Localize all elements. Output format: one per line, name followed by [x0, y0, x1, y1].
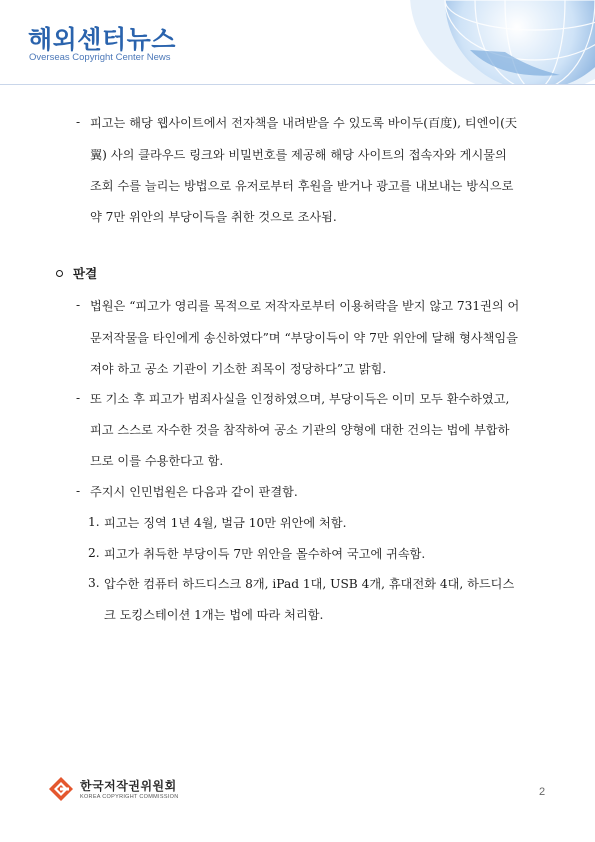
para2-line: 법원은 “피고가 영리를 목적으로 저작자로부터 이용허락을 받지 않고 731권의 어: [90, 299, 520, 313]
newsletter-subtitle: Overseas Copyright Center News: [29, 52, 171, 63]
para2-line: 져야 하고 공소 기관이 기소한 죄목이 정당하다”고 밝힘.: [90, 362, 387, 376]
item-line: 피고가 취득한 부당이득 7만 위안을 몰수하여 국고에 귀속함.: [104, 547, 426, 561]
para1-line: 조회 수를 늘리는 방법으로 유저로부터 후원을 받거나 광고를 내보내는 방식으로: [90, 179, 514, 193]
para1-line: 피고는 해당 웹사이트에서 전자책을 내려받을 수 있도록 바이두(百度), 티엔이(天: [90, 116, 518, 130]
para3-line: 므로 이를 수용한다고 함.: [90, 454, 224, 468]
section-heading: 판결: [56, 264, 97, 282]
circle-bullet-icon: [56, 270, 63, 277]
bullet-dash: -: [76, 298, 81, 312]
globe-icon: [410, 0, 595, 84]
commission-name-en: KOREA COPYRIGHT COMMISSION: [80, 794, 179, 800]
item-line: 크 도킹스테이션 1개는 법에 따라 처리함.: [104, 608, 324, 622]
bullet-dash: -: [76, 484, 81, 498]
page-number: 2: [539, 786, 546, 798]
para3-line: 또 기소 후 피고가 범죄사실을 인정하였으며, 부당이득은 이미 모두 환수하였고,: [90, 392, 510, 406]
commission-logo-icon: [48, 776, 74, 802]
para4-line: 주지시 인민법원은 다음과 같이 판결함.: [90, 485, 298, 499]
commission-name: 한국저작권위원회: [80, 779, 177, 793]
bullet-dash: -: [76, 115, 81, 129]
newsletter-title: 해외센터뉴스: [28, 25, 176, 54]
item-number: 1.: [88, 515, 100, 529]
para1-line: 翼) 사의 클라우드 링크와 비밀번호를 제공해 해당 사이트의 접속자와 게시물의: [90, 148, 507, 162]
item-number: 3.: [88, 576, 100, 590]
para3-line: 피고 스스로 자수한 것을 참작하여 공소 기관의 양형에 대한 건의는 법에 부합하: [90, 423, 510, 437]
para2-line: 문저작물을 타인에게 송신하였다”며 “부당이득이 약 7만 위안에 달해 형사책임을: [90, 331, 518, 345]
item-line: 피고는 징역 1년 4월, 벌금 10만 위안에 처함.: [104, 516, 347, 530]
bullet-dash: -: [76, 391, 81, 405]
page-header: [0, 0, 595, 84]
item-number: 2.: [88, 546, 100, 560]
para1-line: 약 7만 위안의 부당이득을 취한 것으로 조사됨.: [90, 210, 337, 224]
header-divider: [0, 84, 595, 85]
item-line: 압수한 컴퓨터 하드디스크 8개, iPad 1대, USB 4개, 휴대전화 4대, 하드디스: [104, 577, 515, 591]
